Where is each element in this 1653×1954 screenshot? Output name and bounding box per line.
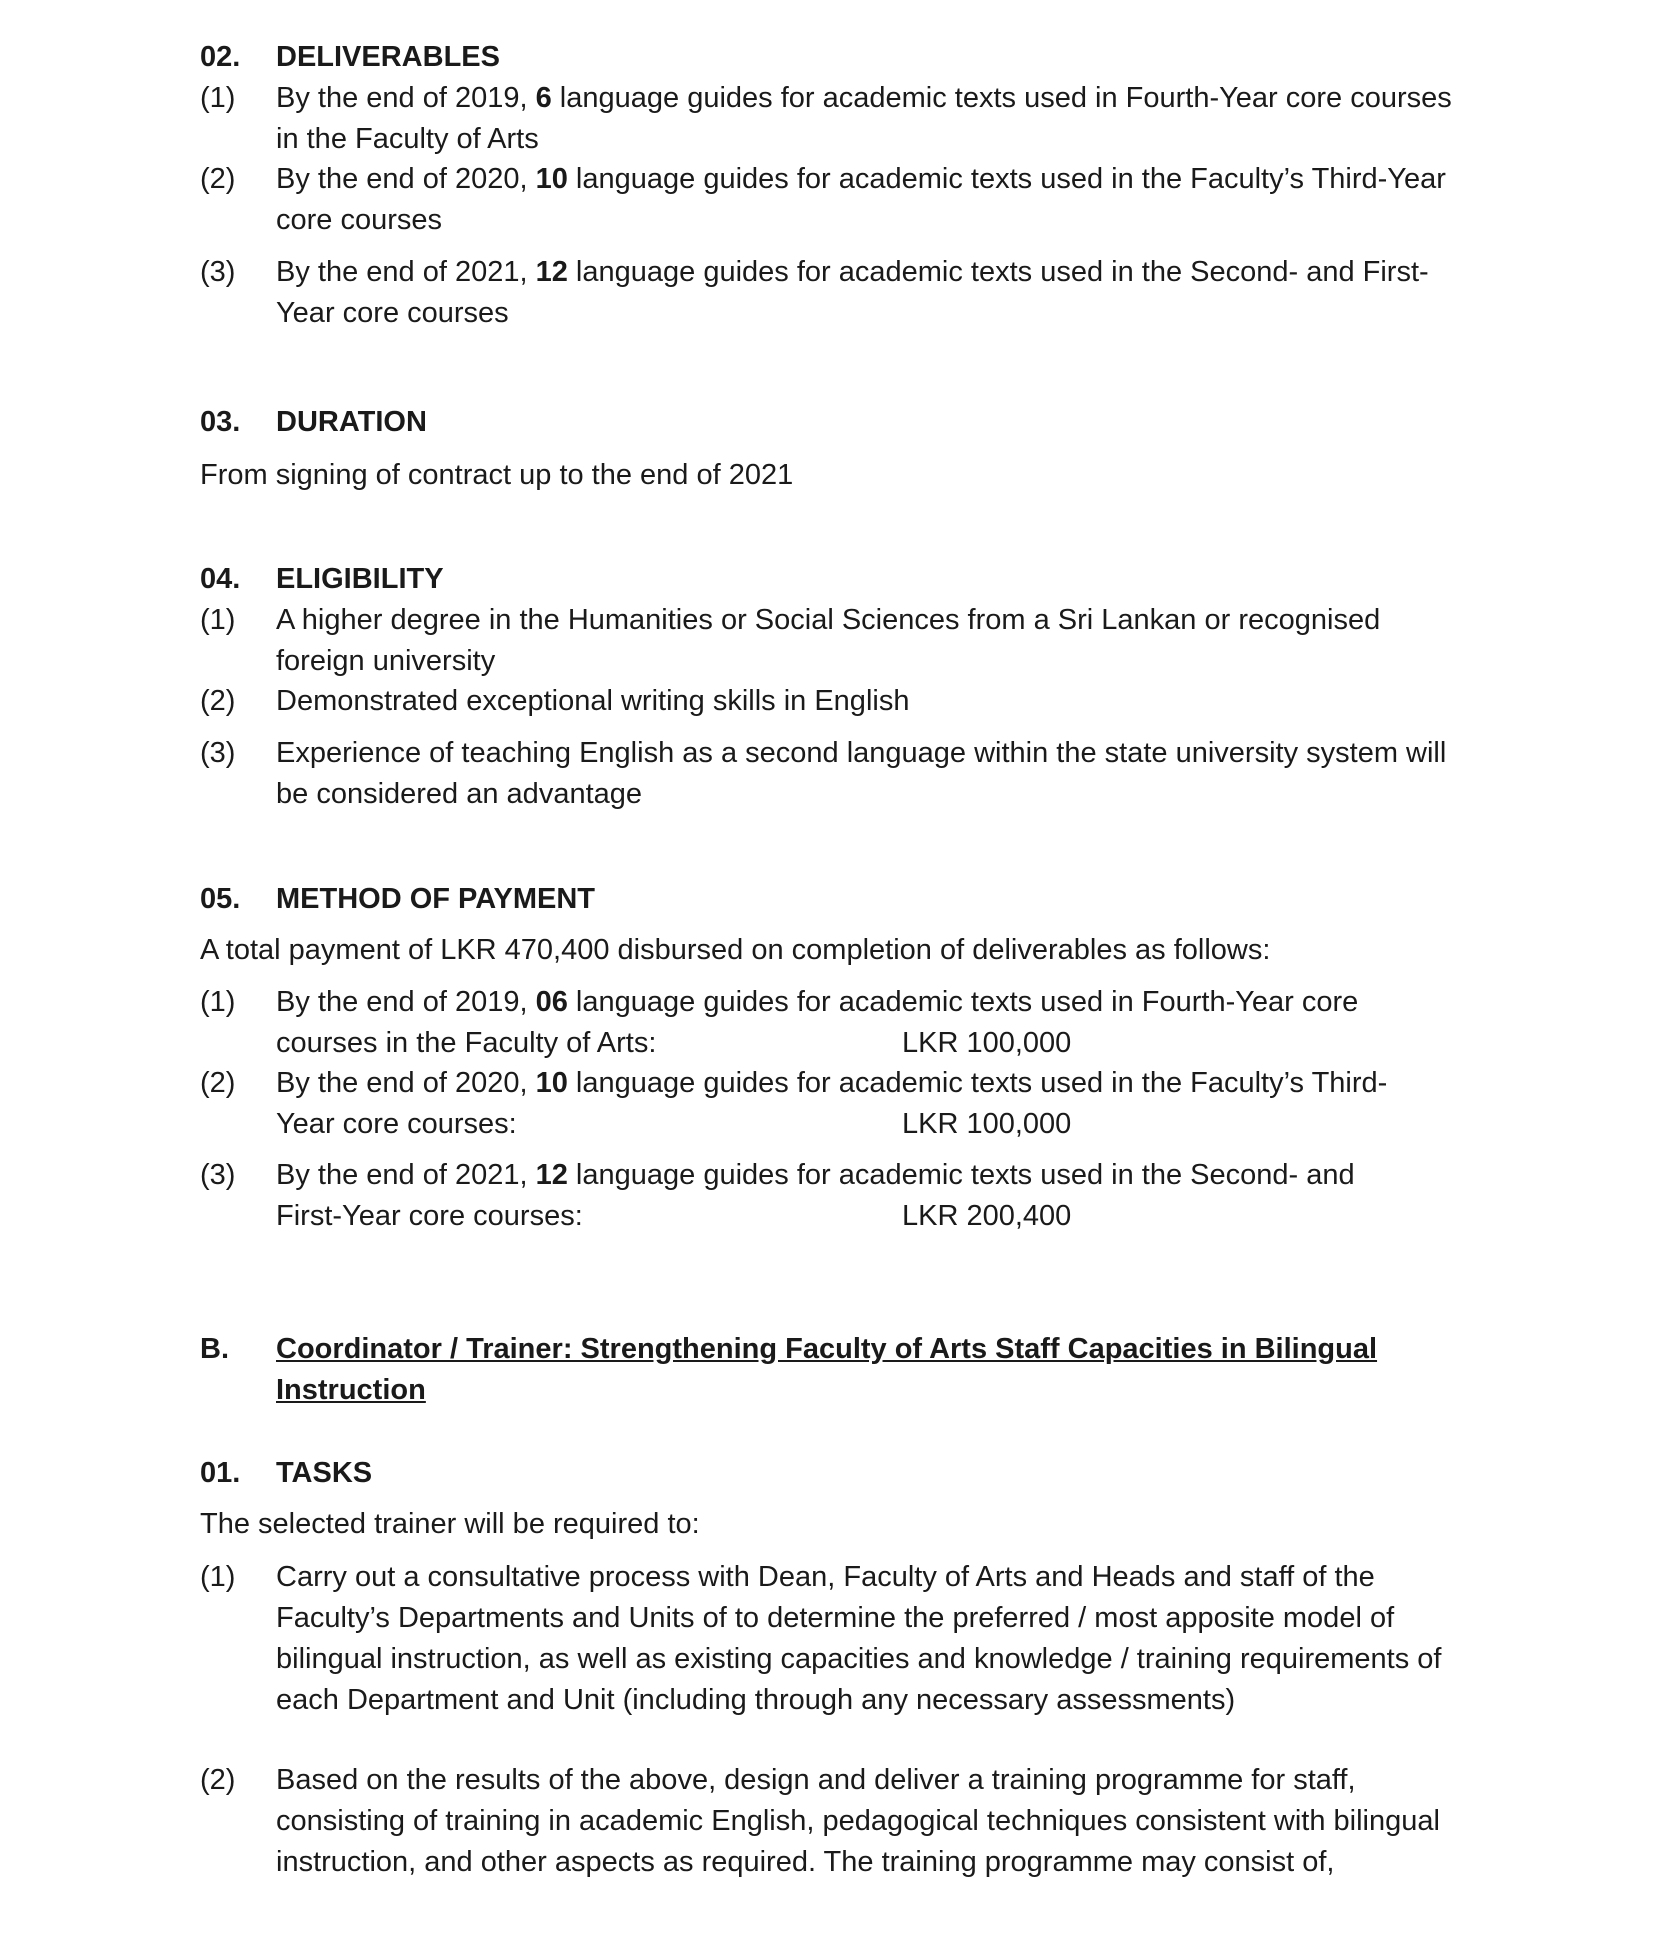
item-text: By the end of 2020, 10 language guides for academic texts used in the Faculty’s Third-Year core courses (276, 163, 1446, 236)
tasks-number: 01. (200, 1457, 241, 1489)
item-number: (1) (200, 1561, 236, 1593)
item-text-line2: Year core courses: LKR 100,000 (276, 1104, 1460, 1145)
item-text: Based on the results of the above, design and deliver a training programme for staff, consisting of training in academic English, pedagogical techniques consistent with bilingual instruction, and other aspects as required. The training programme may consist of, (276, 1764, 1440, 1878)
item-number: (2) (200, 163, 236, 195)
item-text-line2: courses in the Faculty of Arts: LKR 100,000 (276, 1023, 1460, 1064)
eligibility-item-2 (200, 681, 1460, 722)
tasks-heading (200, 1453, 372, 1494)
duration-title: DURATION (276, 406, 427, 438)
item-text-line2: First-Year core courses: LKR 200,400 (276, 1196, 1460, 1237)
payment-intro: A total payment of LKR 470,400 disbursed on completion of deliverables as follows: (200, 934, 1271, 966)
task-item-2 (200, 1760, 1460, 1883)
payment-amount: LKR 200,400 (902, 1200, 1072, 1232)
item-number: (3) (200, 256, 236, 288)
item-text: Carry out a consultative process with Dean, Faculty of Arts and Heads and staff of the Faculty’s Departments and Units of to determine the preferred / most apposite model of bilingual instruction, as well as existing capacities and knowledge / training requirements of each Department and Unit (including through any necessary assessments) (276, 1561, 1442, 1716)
item-text: By the end of 2021, 12 language guides for academic texts used in the Second- and (276, 1159, 1355, 1191)
item-number: (3) (200, 737, 236, 769)
eligibility-item-3 (200, 733, 1460, 815)
task-item-1 (200, 1557, 1460, 1721)
item-number: (2) (200, 685, 236, 717)
duration-text: From signing of contract up to the end of 2021 (200, 459, 794, 491)
item-text: Experience of teaching English as a second language within the state university system will be considered an advantage (276, 737, 1447, 810)
deliverable-item-2 (200, 159, 1460, 241)
eligibility-heading (200, 559, 444, 600)
item-text: By the end of 2019, 06 language guides for academic texts used in Fourth-Year core (276, 986, 1359, 1018)
deliverables-heading (200, 37, 500, 78)
item-number: (1) (200, 986, 236, 1018)
eligibility-title: ELIGIBILITY (276, 563, 444, 595)
eligibility-number: 04. (200, 563, 241, 595)
eligibility-item-1 (200, 600, 1460, 682)
tasks-intro: The selected trainer will be required to: (200, 1508, 700, 1540)
item-number: (3) (200, 1159, 236, 1191)
duration-heading (200, 402, 427, 443)
item-text: By the end of 2020, 10 language guides for academic texts used in the Faculty’s Third- (276, 1067, 1388, 1099)
item-number: (2) (200, 1764, 236, 1796)
payment-number: 05. (200, 883, 241, 915)
deliverable-item-1 (200, 78, 1460, 160)
item-number: (2) (200, 1067, 236, 1099)
payment-heading (200, 879, 595, 920)
section-title: Coordinator / Trainer: Strengthening Faculty of Arts Staff Capacities in Bilingual Instruction (276, 1333, 1378, 1406)
tasks-title: TASKS (276, 1457, 373, 1489)
deliverables-title: DELIVERABLES (276, 41, 500, 73)
duration-number: 03. (200, 406, 241, 438)
payment-item-2 (200, 1063, 1460, 1145)
payment-amount: LKR 100,000 (902, 1108, 1072, 1140)
section-letter: B. (200, 1333, 229, 1365)
item-text: By the end of 2021, 12 language guides for academic texts used in the Second- and First-Year core courses (276, 256, 1429, 329)
payment-item-1 (200, 982, 1460, 1064)
item-text: A higher degree in the Humanities or Social Sciences from a Sri Lankan or recognised foreign university (276, 604, 1381, 677)
payment-amount: LKR 100,000 (902, 1027, 1072, 1059)
item-number: (1) (200, 82, 236, 114)
deliverables-number: 02. (200, 41, 241, 73)
deliverable-item-3 (200, 252, 1460, 334)
item-text: By the end of 2019, 6 language guides for academic texts used in Fourth-Year core courses in the Faculty of Arts (276, 82, 1452, 155)
item-text: Demonstrated exceptional writing skills in English (276, 685, 910, 717)
item-number: (1) (200, 604, 236, 636)
section-b-heading (200, 1329, 1460, 1411)
payment-title: METHOD OF PAYMENT (276, 883, 596, 915)
payment-item-3 (200, 1155, 1460, 1237)
